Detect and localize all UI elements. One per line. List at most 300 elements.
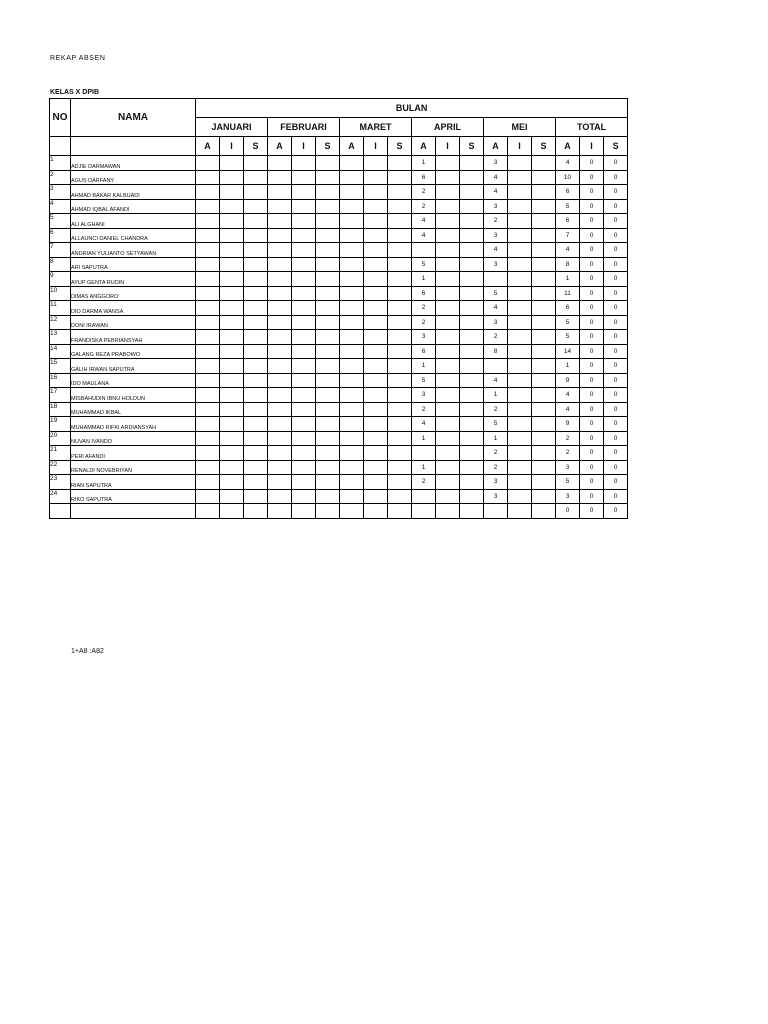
cell-februari-a (268, 257, 292, 272)
cell-januari-s (244, 373, 268, 388)
cell-januari-i (220, 446, 244, 461)
cell-mei-a: 2 (484, 446, 508, 461)
cell-januari-a (196, 402, 220, 417)
cell-maret-a (340, 257, 364, 272)
cell-april-s (460, 330, 484, 345)
cell-april-i (436, 257, 460, 272)
table-row (50, 330, 628, 345)
subheader-total-i: I (580, 137, 604, 156)
cell-maret-s (388, 315, 412, 330)
cell-mei-a: 2 (484, 330, 508, 345)
cell-mei-a: 5 (484, 417, 508, 432)
cell-maret-a (340, 156, 364, 171)
cell-februari-s (316, 330, 340, 345)
cell-total-s: 0 (604, 431, 628, 446)
cell-maret-a (340, 504, 364, 519)
cell-april-a: 4 (412, 228, 436, 243)
cell-total-a: 8 (556, 257, 580, 272)
cell-april-a: 5 (412, 257, 436, 272)
cell-februari-s (316, 214, 340, 229)
cell-april-a: 2 (412, 402, 436, 417)
student-name: MISBAHUDIN IBNU HOLDUN (71, 388, 196, 403)
cell-april-i (436, 228, 460, 243)
cell-april-i (436, 431, 460, 446)
cell-mei-i (508, 315, 532, 330)
cell-mei-s (532, 417, 556, 432)
cell-januari-s (244, 272, 268, 287)
cell-maret-i (364, 475, 388, 490)
student-name: AHMAD BAKAR KALBUADI (71, 185, 196, 200)
cell-mei-s (532, 243, 556, 258)
row-number: 13 (50, 330, 71, 345)
cell-total-s: 0 (604, 315, 628, 330)
header-no: NO (50, 99, 71, 137)
cell-januari-s (244, 475, 268, 490)
cell-total-s: 0 (604, 286, 628, 301)
cell-april-s (460, 257, 484, 272)
cell-februari-s (316, 402, 340, 417)
cell-februari-s (316, 272, 340, 287)
cell-februari-a (268, 214, 292, 229)
cell-maret-s (388, 286, 412, 301)
row-number: 19 (50, 417, 71, 432)
cell-total-s: 0 (604, 489, 628, 504)
cell-total-i: 0 (580, 446, 604, 461)
cell-april-s (460, 243, 484, 258)
cell-maret-s (388, 228, 412, 243)
cell-april-i (436, 460, 460, 475)
cell-maret-s (388, 431, 412, 446)
table-row (50, 272, 628, 287)
cell-mei-s (532, 156, 556, 171)
cell-januari-i (220, 504, 244, 519)
cell-februari-i (292, 373, 316, 388)
cell-januari-s (244, 330, 268, 345)
header-month-januari: JANUARI (196, 118, 268, 137)
cell-januari-a (196, 344, 220, 359)
cell-total-s: 0 (604, 388, 628, 403)
cell-januari-i (220, 431, 244, 446)
cell-februari-i (292, 330, 316, 345)
cell-april-i (436, 185, 460, 200)
subheader-februari-s: S (316, 137, 340, 156)
cell-mei-i (508, 402, 532, 417)
cell-mei-i (508, 257, 532, 272)
cell-total-a: 5 (556, 315, 580, 330)
class-label: KELAS X DPIB (50, 89, 100, 96)
cell-maret-i (364, 315, 388, 330)
cell-april-a: 6 (412, 344, 436, 359)
cell-april-s (460, 373, 484, 388)
table-row (50, 504, 628, 519)
cell-januari-i (220, 170, 244, 185)
cell-total-i: 0 (580, 402, 604, 417)
cell-maret-a (340, 431, 364, 446)
cell-total-s: 0 (604, 156, 628, 171)
header-no-blank (50, 137, 71, 156)
cell-maret-a (340, 301, 364, 316)
cell-mei-a: 3 (484, 475, 508, 490)
row-number: 12 (50, 315, 71, 330)
row-number: 2 (50, 170, 71, 185)
row-number: 24 (50, 489, 71, 504)
cell-total-s: 0 (604, 446, 628, 461)
cell-april-s (460, 272, 484, 287)
cell-mei-i (508, 199, 532, 214)
cell-april-s (460, 185, 484, 200)
cell-april-i (436, 214, 460, 229)
row-number: 7 (50, 243, 71, 258)
cell-total-a: 4 (556, 402, 580, 417)
cell-februari-s (316, 170, 340, 185)
cell-maret-s (388, 214, 412, 229)
table-row (50, 475, 628, 490)
cell-mei-a: 3 (484, 156, 508, 171)
cell-maret-s (388, 243, 412, 258)
cell-januari-i (220, 301, 244, 316)
row-number: 22 (50, 460, 71, 475)
cell-total-s: 0 (604, 301, 628, 316)
cell-mei-a: 4 (484, 170, 508, 185)
cell-april-s (460, 359, 484, 374)
cell-februari-a (268, 156, 292, 171)
cell-februari-s (316, 315, 340, 330)
table-row (50, 257, 628, 272)
cell-total-i: 0 (580, 228, 604, 243)
cell-januari-a (196, 504, 220, 519)
cell-maret-i (364, 301, 388, 316)
student-name: DIMAS ANGGORO (71, 286, 196, 301)
cell-mei-a: 3 (484, 489, 508, 504)
cell-april-i (436, 301, 460, 316)
row-number: 1 (50, 156, 71, 171)
cell-januari-a (196, 272, 220, 287)
cell-april-s (460, 417, 484, 432)
cell-april-a: 2 (412, 315, 436, 330)
cell-maret-s (388, 330, 412, 345)
cell-februari-i (292, 388, 316, 403)
cell-mei-i (508, 228, 532, 243)
cell-april-a: 1 (412, 431, 436, 446)
cell-april-a: 1 (412, 272, 436, 287)
subheader-februari-a: A (268, 137, 292, 156)
cell-maret-a (340, 373, 364, 388)
cell-februari-i (292, 417, 316, 432)
cell-januari-a (196, 460, 220, 475)
cell-total-s: 0 (604, 228, 628, 243)
cell-april-a: 2 (412, 301, 436, 316)
cell-april-a: 3 (412, 388, 436, 403)
student-name: MUHAMMAD RIFKI ARDIANSYAH (71, 417, 196, 432)
cell-total-i: 0 (580, 301, 604, 316)
cell-april-a: 2 (412, 185, 436, 200)
cell-maret-s (388, 170, 412, 185)
cell-april-a (412, 489, 436, 504)
cell-april-a: 1 (412, 460, 436, 475)
cell-april-i (436, 504, 460, 519)
cell-februari-i (292, 228, 316, 243)
cell-total-s: 0 (604, 330, 628, 345)
cell-maret-s (388, 504, 412, 519)
cell-april-i (436, 286, 460, 301)
cell-total-s: 0 (604, 243, 628, 258)
subheader-januari-i: I (220, 137, 244, 156)
table-row (50, 446, 628, 461)
subheader-mei-a: A (484, 137, 508, 156)
cell-januari-s (244, 446, 268, 461)
row-number: 10 (50, 286, 71, 301)
cell-total-s: 0 (604, 257, 628, 272)
cell-total-i: 0 (580, 243, 604, 258)
cell-total-i: 0 (580, 156, 604, 171)
cell-januari-i (220, 286, 244, 301)
cell-mei-i (508, 156, 532, 171)
cell-februari-s (316, 489, 340, 504)
cell-maret-a (340, 199, 364, 214)
cell-januari-s (244, 228, 268, 243)
cell-maret-i (364, 489, 388, 504)
student-name: ARI SAPUTRA (71, 257, 196, 272)
cell-mei-s (532, 460, 556, 475)
cell-mei-s (532, 489, 556, 504)
student-name: ALI ALGHANI (71, 214, 196, 229)
cell-maret-a (340, 489, 364, 504)
cell-total-s: 0 (604, 185, 628, 200)
cell-januari-i (220, 272, 244, 287)
cell-total-a: 4 (556, 156, 580, 171)
subheader-maret-s: S (388, 137, 412, 156)
cell-januari-s (244, 431, 268, 446)
cell-januari-i (220, 185, 244, 200)
cell-mei-i (508, 373, 532, 388)
cell-mei-i (508, 446, 532, 461)
attendance-table (49, 98, 628, 519)
cell-mei-i (508, 185, 532, 200)
cell-total-i: 0 (580, 344, 604, 359)
cell-februari-s (316, 475, 340, 490)
cell-maret-s (388, 489, 412, 504)
cell-april-s (460, 301, 484, 316)
student-name: ANDRIAN YULIANTO SETYAWAN (71, 243, 196, 258)
cell-januari-i (220, 315, 244, 330)
cell-februari-i (292, 359, 316, 374)
row-number: 15 (50, 359, 71, 374)
cell-januari-i (220, 373, 244, 388)
cell-januari-s (244, 489, 268, 504)
cell-maret-s (388, 272, 412, 287)
cell-januari-a (196, 475, 220, 490)
cell-april-i (436, 388, 460, 403)
cell-februari-i (292, 446, 316, 461)
cell-januari-a (196, 388, 220, 403)
cell-total-i: 0 (580, 272, 604, 287)
cell-maret-i (364, 243, 388, 258)
cell-mei-s (532, 214, 556, 229)
cell-februari-a (268, 489, 292, 504)
cell-total-a: 9 (556, 373, 580, 388)
cell-januari-s (244, 315, 268, 330)
cell-januari-s (244, 257, 268, 272)
row-number: 6 (50, 228, 71, 243)
cell-maret-i (364, 373, 388, 388)
cell-total-s: 0 (604, 460, 628, 475)
cell-mei-a: 2 (484, 402, 508, 417)
header-month-total: TOTAL (556, 118, 628, 137)
subheader-mei-s: S (532, 137, 556, 156)
cell-total-a: 6 (556, 301, 580, 316)
row-number: 16 (50, 373, 71, 388)
cell-februari-s (316, 156, 340, 171)
subheader-januari-s: S (244, 137, 268, 156)
student-name: FRANDISKA PEBRIANSYAH (71, 330, 196, 345)
cell-april-i (436, 359, 460, 374)
cell-mei-s (532, 170, 556, 185)
cell-total-s: 0 (604, 504, 628, 519)
row-number: 8 (50, 257, 71, 272)
cell-februari-s (316, 286, 340, 301)
cell-januari-i (220, 359, 244, 374)
cell-total-i: 0 (580, 431, 604, 446)
cell-maret-s (388, 475, 412, 490)
cell-total-a: 7 (556, 228, 580, 243)
cell-februari-s (316, 228, 340, 243)
cell-januari-a (196, 286, 220, 301)
cell-februari-s (316, 460, 340, 475)
cell-februari-i (292, 243, 316, 258)
cell-total-s: 0 (604, 402, 628, 417)
row-number (50, 504, 71, 519)
cell-mei-a: 3 (484, 315, 508, 330)
student-name: AYUP GENTA RUDIN (71, 272, 196, 287)
cell-januari-s (244, 214, 268, 229)
cell-mei-a: 5 (484, 286, 508, 301)
cell-april-s (460, 199, 484, 214)
header-bulan: BULAN (196, 99, 628, 118)
cell-februari-s (316, 243, 340, 258)
subheader-maret-i: I (364, 137, 388, 156)
cell-maret-i (364, 431, 388, 446)
cell-februari-a (268, 373, 292, 388)
row-number: 4 (50, 199, 71, 214)
cell-total-s: 0 (604, 373, 628, 388)
student-name: GALIH IRWAN SAPUTRA (71, 359, 196, 374)
cell-mei-i (508, 388, 532, 403)
cell-april-s (460, 214, 484, 229)
table-row (50, 315, 628, 330)
cell-maret-i (364, 402, 388, 417)
header-month-maret: MARET (340, 118, 412, 137)
cell-total-a: 11 (556, 286, 580, 301)
cell-januari-s (244, 170, 268, 185)
cell-maret-i (364, 460, 388, 475)
student-name: PERI AFANDI (71, 446, 196, 461)
cell-mei-s (532, 388, 556, 403)
cell-maret-s (388, 199, 412, 214)
cell-total-i: 0 (580, 199, 604, 214)
cell-januari-s (244, 388, 268, 403)
cell-januari-a (196, 315, 220, 330)
cell-maret-a (340, 185, 364, 200)
cell-februari-a (268, 199, 292, 214)
cell-januari-a (196, 257, 220, 272)
cell-februari-s (316, 417, 340, 432)
cell-februari-a (268, 272, 292, 287)
cell-januari-i (220, 489, 244, 504)
cell-maret-s (388, 446, 412, 461)
cell-total-i: 0 (580, 460, 604, 475)
cell-total-i: 0 (580, 286, 604, 301)
cell-januari-i (220, 257, 244, 272)
cell-januari-i (220, 243, 244, 258)
cell-mei-i (508, 330, 532, 345)
cell-maret-s (388, 402, 412, 417)
cell-januari-i (220, 417, 244, 432)
cell-februari-i (292, 301, 316, 316)
cell-februari-i (292, 504, 316, 519)
student-name (71, 504, 196, 519)
subheader-januari-a: A (196, 137, 220, 156)
cell-mei-i (508, 272, 532, 287)
cell-total-i: 0 (580, 214, 604, 229)
cell-januari-s (244, 460, 268, 475)
cell-februari-i (292, 402, 316, 417)
cell-total-a: 4 (556, 243, 580, 258)
row-number: 17 (50, 388, 71, 403)
cell-april-s (460, 315, 484, 330)
cell-april-s (460, 170, 484, 185)
cell-mei-a: 2 (484, 214, 508, 229)
cell-februari-s (316, 199, 340, 214)
cell-total-a: 6 (556, 185, 580, 200)
table-row (50, 199, 628, 214)
cell-januari-i (220, 214, 244, 229)
cell-april-s (460, 431, 484, 446)
cell-total-i: 0 (580, 257, 604, 272)
cell-maret-a (340, 446, 364, 461)
cell-maret-i (364, 417, 388, 432)
header-month-april: APRIL (412, 118, 484, 137)
cell-april-a: 4 (412, 214, 436, 229)
cell-februari-i (292, 286, 316, 301)
cell-april-i (436, 344, 460, 359)
row-number: 3 (50, 185, 71, 200)
cell-total-a: 4 (556, 388, 580, 403)
cell-januari-s (244, 185, 268, 200)
cell-total-a: 6 (556, 214, 580, 229)
cell-total-s: 0 (604, 170, 628, 185)
header-nama-blank (71, 137, 196, 156)
cell-februari-i (292, 185, 316, 200)
cell-total-i: 0 (580, 185, 604, 200)
row-number: 18 (50, 402, 71, 417)
cell-februari-i (292, 460, 316, 475)
cell-mei-s (532, 402, 556, 417)
cell-maret-a (340, 315, 364, 330)
header-nama: NAMA (71, 99, 196, 137)
cell-januari-a (196, 214, 220, 229)
cell-maret-i (364, 388, 388, 403)
table-row (50, 417, 628, 432)
cell-februari-a (268, 431, 292, 446)
cell-total-a: 1 (556, 272, 580, 287)
cell-mei-s (532, 330, 556, 345)
cell-april-s (460, 344, 484, 359)
cell-maret-i (364, 228, 388, 243)
cell-april-i (436, 170, 460, 185)
cell-maret-s (388, 460, 412, 475)
cell-februari-a (268, 243, 292, 258)
cell-mei-s (532, 286, 556, 301)
